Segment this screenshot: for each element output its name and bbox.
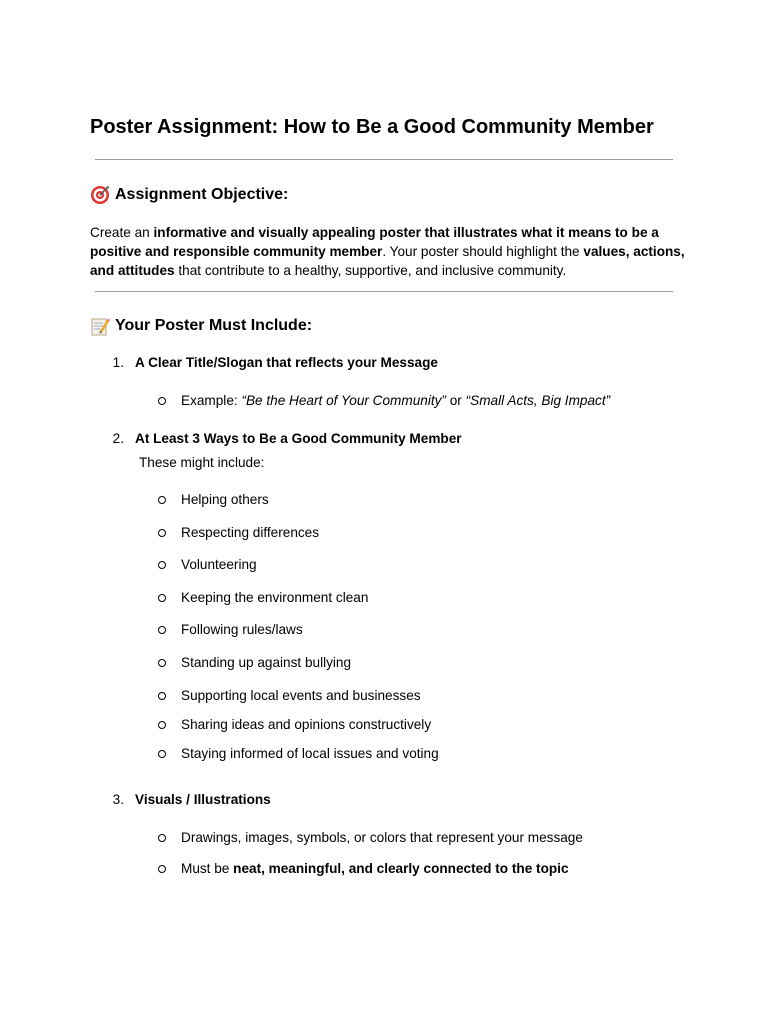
list-item: [158, 590, 368, 605]
list-item-text: Sharing ideas and opinions constructively: [181, 717, 432, 732]
objective-paragraph: [90, 223, 690, 280]
objective-bold-1: informative and visually appealing poster that illustrates what it means to be a positive and responsible community member: [90, 225, 659, 259]
list-item: [158, 717, 431, 732]
include-heading-text: Your Poster Must Include:: [115, 317, 313, 334]
divider: [95, 291, 673, 292]
list-item-text: Following rules/laws: [181, 622, 303, 637]
list-item-text: Volunteering: [181, 557, 257, 572]
list-item-text: Keeping the environment clean: [181, 590, 369, 605]
hollow-bullet-icon: [158, 496, 166, 504]
list-number: 2.: [112, 431, 124, 446]
item-title: A Clear Title/Slogan that reflects your Message: [135, 355, 438, 370]
example-slogan-2: “Small Acts, Big Impact”: [465, 393, 611, 408]
list-item: [158, 830, 583, 845]
hollow-bullet-icon: [158, 397, 166, 405]
objective-text-1: Create an: [90, 225, 154, 240]
document-title: Poster Assignment: How to Be a Good Community Member: [90, 116, 654, 138]
target-icon: [90, 185, 110, 205]
objective-heading-text: Assignment Objective:: [115, 186, 289, 203]
list-item: [158, 492, 269, 507]
hollow-bullet-icon: [158, 626, 166, 634]
example-slogan-1: “Be the Heart of Your Community”: [241, 393, 446, 408]
example-prefix: Example:: [181, 393, 242, 408]
item-title: At Least 3 Ways to Be a Good Community Member: [135, 431, 462, 446]
objective-text-2: . Your poster should highlight the: [382, 244, 584, 259]
example-or: or: [445, 393, 466, 408]
list-item: [158, 655, 351, 670]
item-title: Visuals / Illustrations: [135, 792, 271, 807]
hollow-bullet-icon: [158, 721, 166, 729]
list-item-text: Staying informed of local issues and voting: [181, 746, 439, 761]
list-item-text: Respecting differences: [181, 525, 320, 540]
list-item-bold-text: neat, meaningful, and clearly connected to the topic: [233, 861, 569, 876]
list-item: [158, 861, 569, 876]
list-item-text: Must be: [181, 861, 234, 876]
list-item: [158, 393, 610, 408]
list-item: [158, 525, 319, 540]
objective-bold-2: values, actions, and attitudes: [90, 244, 685, 278]
include-heading: [90, 316, 312, 336]
hollow-bullet-icon: [158, 594, 166, 602]
memo-icon: [90, 316, 110, 336]
objective-text-3: that contribute to a healthy, supportive, and inclusive community.: [174, 263, 567, 278]
hollow-bullet-icon: [158, 692, 166, 700]
hollow-bullet-icon: [158, 834, 166, 842]
list-item-text: Helping others: [181, 492, 269, 507]
objective-heading: [90, 185, 288, 205]
list-item: [158, 622, 303, 637]
item-intro: These might include:: [139, 455, 265, 470]
list-item-text: Drawings, images, symbols, or colors that represent your message: [181, 830, 583, 845]
hollow-bullet-icon: [158, 750, 166, 758]
divider: [95, 159, 673, 160]
list-number: 1.: [112, 355, 124, 370]
hollow-bullet-icon: [158, 561, 166, 569]
list-item-text: Supporting local events and businesses: [181, 688, 421, 703]
list-item: [158, 688, 421, 703]
hollow-bullet-icon: [158, 659, 166, 667]
hollow-bullet-icon: [158, 865, 166, 873]
list-item: [158, 746, 439, 761]
list-number: 3.: [112, 792, 124, 807]
list-item: [158, 557, 257, 572]
list-item-text: Standing up against bullying: [181, 655, 352, 670]
hollow-bullet-icon: [158, 529, 166, 537]
